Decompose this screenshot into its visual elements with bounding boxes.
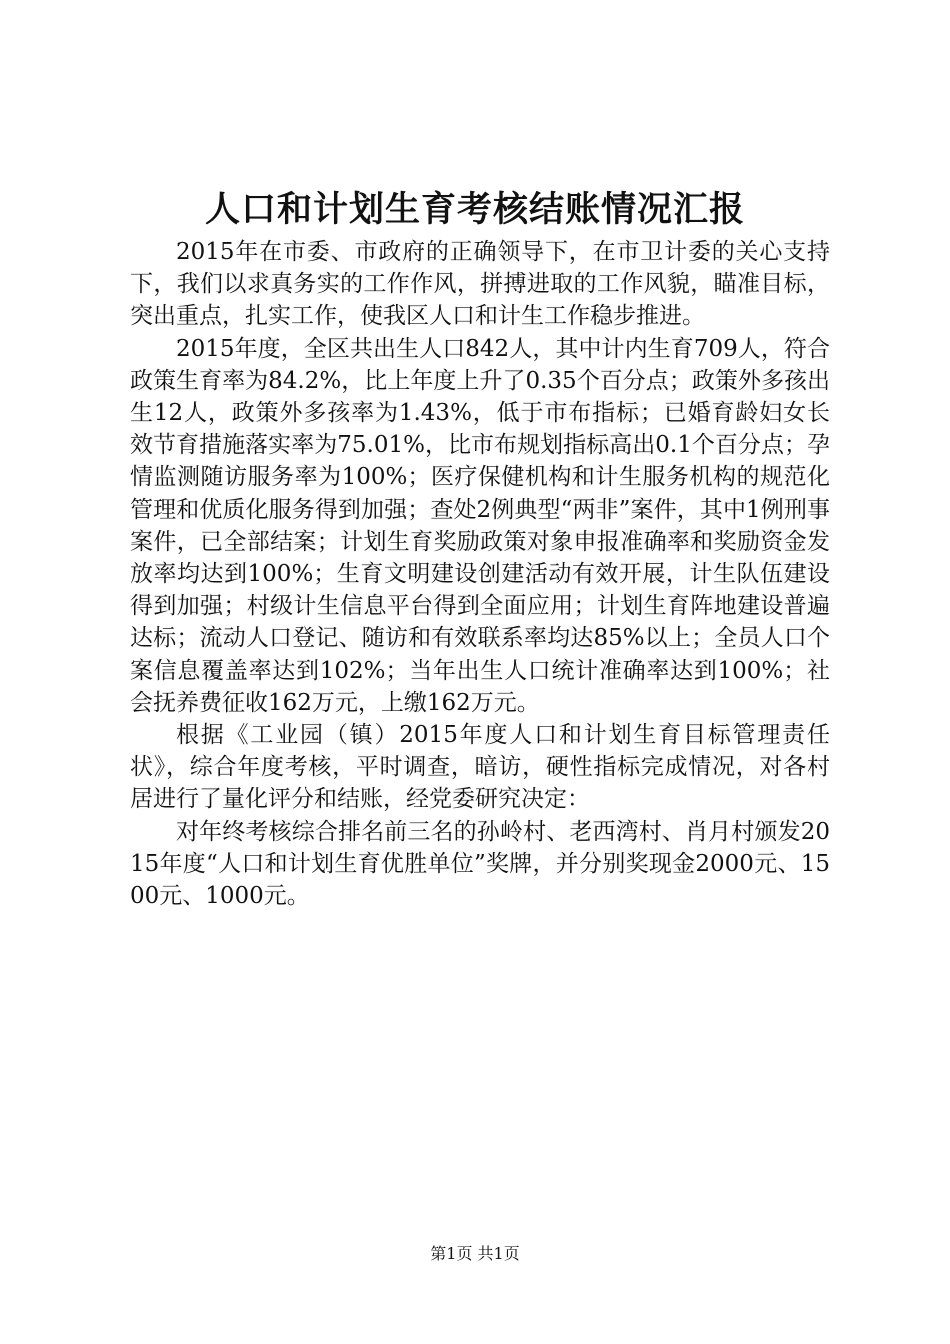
paragraph-statistics: 2015年度，全区共出生人口842人，其中计内生育709人，符合政策生育率为84.2%，比上年度上升了0.35个百分点；政策外多孩出生12人，政策外多孩率为1.43%，低于市布指标；已婚育龄妇女长效节育措施落实率为75.01%，比市布规划指标高出0.1个百分点；孕情监测随访服务率为100%；医疗保健机构和计生服务机构的规范化管理和优质化服务得到加强；查处2例典型“两非”案件，其中1例刑事案件，已全部结案；计划生育奖励政策对象申报准确率和奖励资金发放率均达到100%；生育文明建设创建活动有效开展，计生队伍建设得到加强；村级计生信息平台得到全面应用；计划生育阵地建设普遍达标；流动人口登记、随访和有效联系率均达85%以上；全员人口个案信息覆盖率达到102%；当年出生人口统计准确率达到100%；社会抚养费征收162万元，上缴162万元。: [130, 335, 830, 716]
paragraph-assessment-basis: 根据《工业园（镇）2015年度人口和计划生育目标管理责任状》，综合年度考核，平时调查，暗访，硬性指标完成情况，对各村居进行了量化评分和结账，经党委研究决定：: [130, 722, 830, 813]
paragraph-awards: 对年终考核综合排名前三名的孙岭村、老西湾村、肖月村颁发2015年度“人口和计划生育优胜单位”奖牌，并分别奖现金2000元、1500元、1000元。: [130, 818, 830, 910]
document-title: 人口和计划生育考核结账情况汇报: [204, 189, 745, 230]
document-body: [130, 236, 830, 912]
page-footer: 第1页 共1页: [430, 1244, 520, 1263]
paragraph-intro: 2015年在市委、市政府的正确领导下，在市卫计委的关心支持下，我们以求真务实的工作作风，拼搏进取的工作风貌，瞄准目标，突出重点，扎实工作，使我区人口和计生工作稳步推进。: [130, 239, 830, 330]
